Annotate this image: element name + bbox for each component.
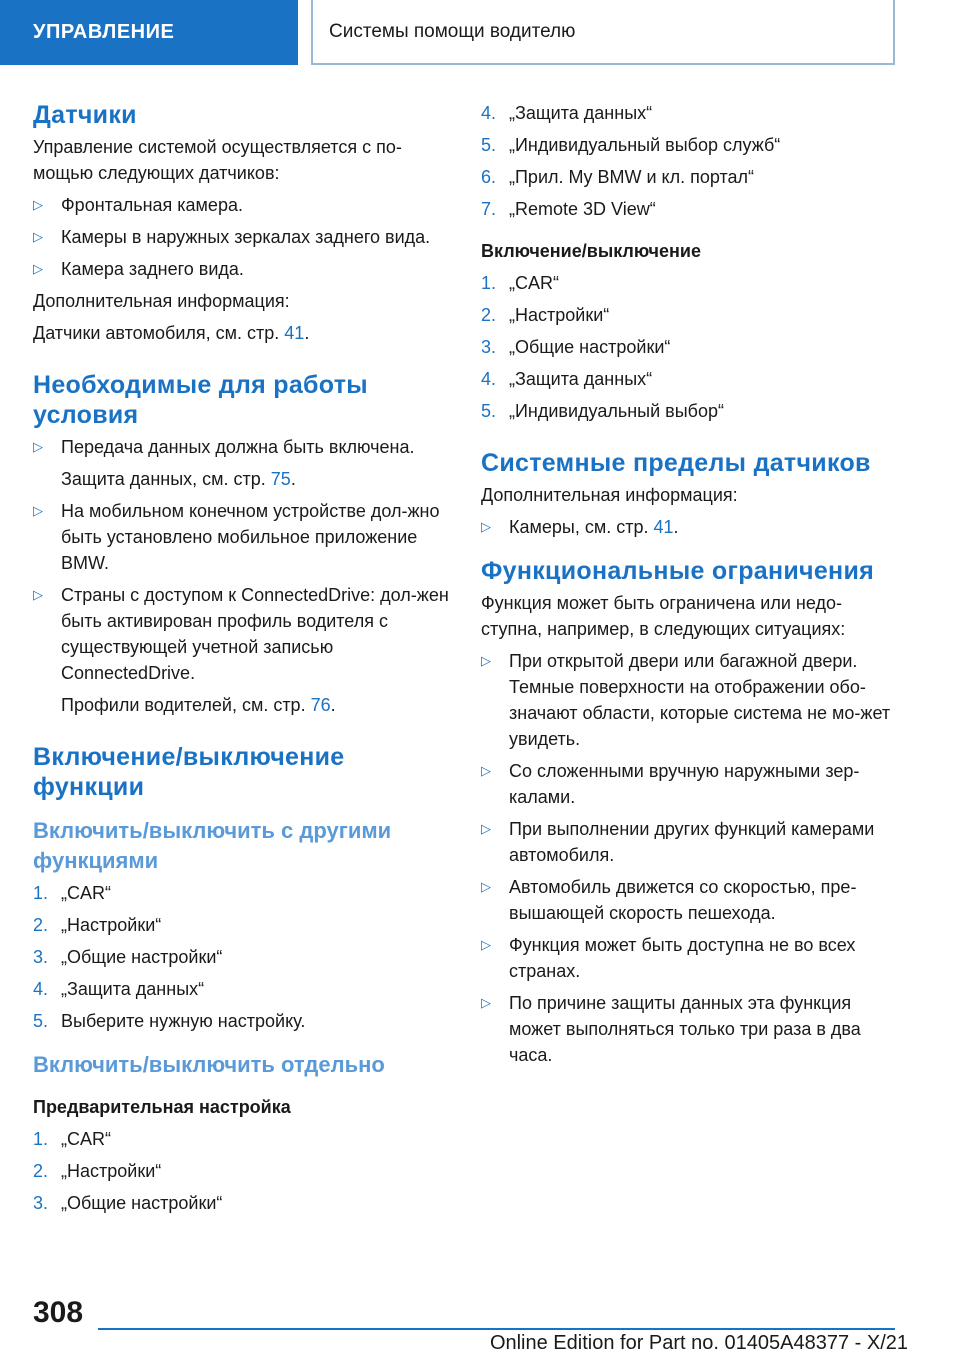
with-others-steps bbox=[33, 880, 453, 1034]
separately-subheading: Включить/выключить отдельно bbox=[33, 1052, 385, 1077]
list-item: 2. „Настройки“ bbox=[33, 1161, 162, 1181]
bullet-triangle-icon: ▷ bbox=[481, 653, 491, 668]
bullet-triangle-icon: ▷ bbox=[481, 995, 491, 1010]
func-limits-intro: Функция может быть ограничена или недо-ступна, например, в следующих ситуациях: bbox=[481, 593, 846, 639]
list-item: ▷ На мобильном конечном устройстве дол-жно быть установлено мобильное приложение BMW. bbox=[33, 498, 453, 576]
limits-heading: Системные пределы датчиков bbox=[481, 449, 871, 477]
header-chapter-tab bbox=[311, 0, 895, 65]
list-item: 7. „Remote 3D View“ bbox=[481, 199, 656, 219]
list-item: 5. Выберите нужную настройку. bbox=[33, 1011, 306, 1031]
conditions-heading: Необходимые для работы условия bbox=[33, 371, 368, 429]
pre-setting-steps-cont bbox=[481, 100, 901, 222]
page-number: 308 bbox=[33, 1296, 84, 1329]
header-chapter-label: Системы помощи водителю bbox=[329, 20, 576, 42]
list-item: ▷ Фронтальная камера. bbox=[33, 192, 453, 218]
right-column bbox=[481, 100, 901, 1074]
header-section-tab bbox=[0, 0, 298, 65]
footer-divider bbox=[98, 1328, 895, 1330]
list-item: 3. „Общие настройки“ bbox=[481, 337, 671, 357]
list-item: ▷ Передача данных должна быть включена. Защита данных, см. стр. 75. bbox=[33, 434, 453, 492]
pre-setting-steps bbox=[33, 1126, 453, 1216]
list-item: 5. „Индивидуальный выбор“ bbox=[481, 401, 724, 421]
list-item: ▷ При открытой двери или багажной двери. Темные поверхности на отображении обо-значают области, которые система не мо-жет увидеть. bbox=[481, 648, 901, 752]
list-item: ▷ Автомобиль движется со скоростью, пре-вышающей скорость пешехода. bbox=[481, 874, 901, 926]
footer-edition: Online Edition for Part no. 01405A48377 - X/21 bbox=[489, 1332, 908, 1354]
list-item: 1. „CAR“ bbox=[481, 273, 559, 293]
bullet-triangle-icon: ▷ bbox=[33, 229, 43, 244]
list-item: 2. „Настройки“ bbox=[481, 305, 610, 325]
sensors-reference: Датчики автомобиля, см. стр. 41. bbox=[33, 323, 310, 343]
list-item: ▷ Камеры, см. стр. 41. bbox=[481, 514, 901, 540]
bullet-triangle-icon: ▷ bbox=[481, 519, 491, 534]
bullet-triangle-icon: ▷ bbox=[33, 261, 43, 276]
header-section-label: УПРАВЛЕНИЕ bbox=[33, 21, 175, 43]
page-link-41[interactable]: 41 bbox=[284, 323, 305, 343]
with-others-subheading: Включить/выключить с другими функциями bbox=[33, 818, 392, 873]
conditions-list bbox=[33, 434, 453, 718]
list-item: 3. „Общие настройки“ bbox=[33, 947, 223, 967]
list-item: 3. „Общие настройки“ bbox=[33, 1193, 223, 1213]
list-item: ▷ Страны с доступом к ConnectedDrive: дол-жен быть активирован профиль водителя с существующей учетной записью ConnectedDrive. Профили водителей, см. стр. 76. bbox=[33, 582, 453, 718]
list-item: 4. „Защита данных“ bbox=[33, 979, 205, 999]
func-limits-list bbox=[481, 648, 901, 1068]
list-item: ▷ При выполнении других функций камерами автомобиля. bbox=[481, 816, 901, 868]
list-item: 2. „Настройки“ bbox=[33, 915, 162, 935]
list-item: ▷ Со сложенными вручную наружными зер-калами. bbox=[481, 758, 901, 810]
bullet-triangle-icon: ▷ bbox=[33, 439, 43, 454]
list-item: 5. „Индивидуальный выбор служб“ bbox=[481, 135, 781, 155]
sensors-more-info: Дополнительная информация: bbox=[33, 291, 290, 311]
onoff-subheading: Включение/выключение bbox=[481, 241, 701, 261]
bullet-triangle-icon: ▷ bbox=[481, 763, 491, 778]
list-item: ▷ Функция может быть доступна не во всех странах. bbox=[481, 932, 901, 984]
bullet-triangle-icon: ▷ bbox=[33, 197, 43, 212]
list-item: 4. „Защита данных“ bbox=[481, 103, 653, 123]
list-item: 6. „Прил. My BMW и кл. портал“ bbox=[481, 167, 755, 187]
limits-more-info: Дополнительная информация: bbox=[481, 485, 738, 505]
sensors-heading: Датчики bbox=[33, 101, 137, 129]
bullet-triangle-icon: ▷ bbox=[33, 587, 43, 602]
page-link-75[interactable]: 75 bbox=[270, 469, 291, 489]
sensors-intro: Управление системой осуществляется с по-мощью следующих датчиков: bbox=[33, 137, 402, 183]
page-link-76[interactable]: 76 bbox=[310, 695, 331, 715]
bullet-triangle-icon: ▷ bbox=[481, 937, 491, 952]
onoff-heading: Включение/выключение функции bbox=[33, 743, 345, 801]
list-item: 4. „Защита данных“ bbox=[481, 369, 653, 389]
bullet-triangle-icon: ▷ bbox=[481, 879, 491, 894]
list-item: ▷ Камеры в наружных зеркалах заднего вида. bbox=[33, 224, 453, 250]
bullet-triangle-icon: ▷ bbox=[33, 503, 43, 518]
bullet-triangle-icon: ▷ bbox=[481, 821, 491, 836]
left-column bbox=[33, 100, 453, 1222]
limits-list bbox=[481, 514, 901, 540]
list-item: ▷ По причине защиты данных эта функция может выполняться только три раза в два часа. bbox=[481, 990, 901, 1068]
pre-setting-heading: Предварительная настройка bbox=[33, 1097, 291, 1117]
onoff-steps bbox=[481, 270, 901, 424]
list-item: 1. „CAR“ bbox=[33, 883, 111, 903]
sensors-list bbox=[33, 192, 453, 282]
list-item: ▷ Камера заднего вида. bbox=[33, 256, 453, 282]
list-item: 1. „CAR“ bbox=[33, 1129, 111, 1149]
func-limits-heading: Функциональные ограничения bbox=[481, 557, 875, 585]
page-link-41[interactable]: 41 bbox=[653, 517, 674, 537]
